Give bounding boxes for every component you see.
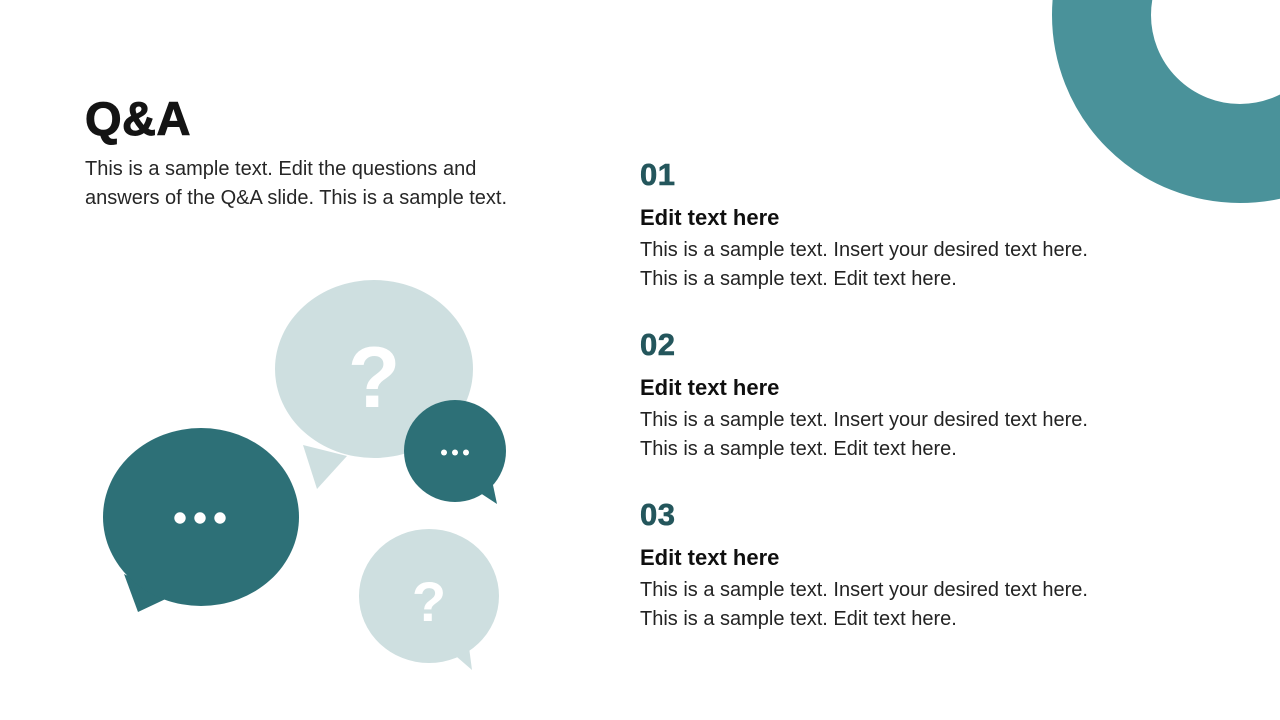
slide-subtitle: This is a sample text. Edit the questions and answers of the Q&A slide. This is a sample text. bbox=[85, 158, 508, 210]
qa-item-02 bbox=[640, 327, 1112, 464]
item-number: 01 bbox=[640, 157, 676, 192]
item-body-text: This is a sample text. Insert your desired text here. This is a sample text. Edit text here. bbox=[640, 239, 1088, 290]
item-body-text: This is a sample text. Insert your desired text here. This is a sample text. Edit text here. bbox=[640, 579, 1088, 630]
qa-item-list bbox=[640, 157, 1112, 634]
item-heading: Edit text here bbox=[640, 205, 780, 230]
item-number: 03 bbox=[640, 497, 676, 532]
ellipsis-bubble-large-icon bbox=[103, 428, 299, 612]
page-title: Q&A bbox=[85, 92, 191, 145]
item-number: 02 bbox=[640, 327, 676, 362]
ellipsis-bubble-small-icon bbox=[404, 400, 506, 504]
ellipsis-dots-large bbox=[174, 512, 225, 523]
ellipsis-dots-small bbox=[441, 450, 469, 456]
item-body-text: This is a sample text. Insert your desired text here. This is a sample text. Edit text here. bbox=[640, 409, 1088, 460]
slide-header bbox=[85, 92, 585, 213]
question-mark-glyph: ? bbox=[347, 330, 401, 426]
item-heading: Edit text here bbox=[640, 545, 780, 570]
item-heading: Edit text here bbox=[640, 375, 780, 400]
qa-item-03 bbox=[640, 497, 1112, 634]
question-bubble-small-icon bbox=[359, 529, 499, 670]
question-mark-glyph: ? bbox=[411, 570, 447, 633]
corner-ring bbox=[1102, 0, 1280, 154]
qa-item-01 bbox=[640, 157, 1112, 294]
